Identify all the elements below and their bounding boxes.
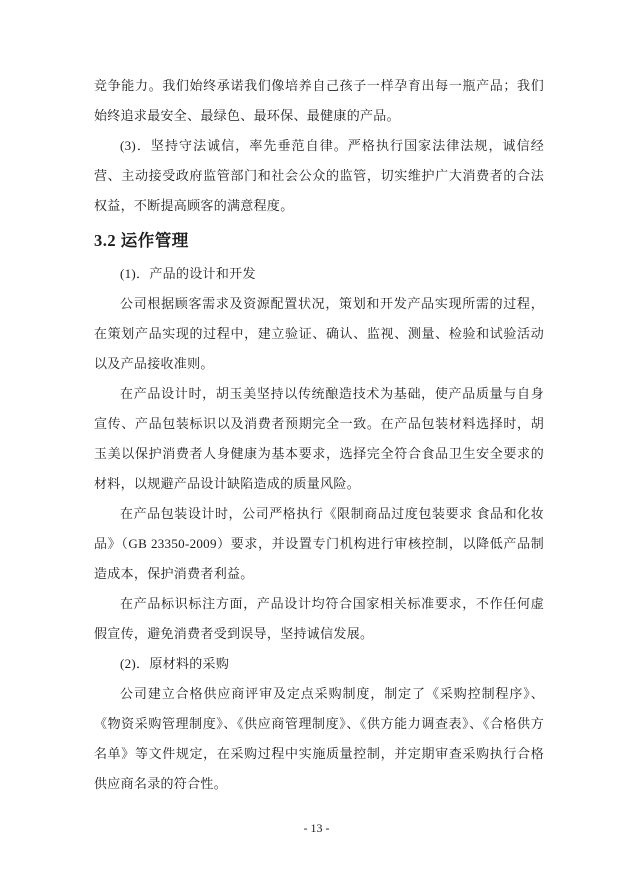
paragraph-design-development: 公司根据顾客需求及资源配置状况，策划和开发产品实现所需的过程，在策划产品实现的过程中，建立验证、确认、监视、测量、检验和试验活动以及产品接收准则。 [94, 296, 544, 371]
section-heading-3-2: 3.2 运作管理 [94, 231, 189, 250]
document-body [94, 71, 544, 799]
paragraph-product-design: 在产品设计时，胡玉美坚持以传统酿造技术为基础，使产品质量与自身宣传、产品包装标识以及消费者预期完全一致。在产品包装材料选择时，胡玉美以保护消费者人身健康为基本要求，选择完全符合食品卫生安全要求的材料，以规避产品设计缺陷造成的质量风险。 [94, 386, 544, 491]
paragraph-item-1: (1)．产品的设计和开发 [120, 266, 256, 281]
paragraph-continuation: 竞争能力。我们始终承诺我们像培养自己孩子一样孕育出每一瓶产品；我们始终追求最安全、最绿色、最环保、最健康的产品。 [94, 78, 544, 123]
paragraph-labeling: 在产品标识标注方面，产品设计均符合国家相关标准要求，不作任何虚假宣传，避免消费者受到误导，坚持诚信发展。 [94, 596, 544, 641]
paragraph-procurement: 公司建立合格供应商评审及定点采购制度，制定了《采购控制程序》、《物资采购管理制度》、《供应商管理制度》、《供方能力调查表》、《合格供方名单》等文件规定，在采购过程中实施质量控制，并定期审查采购执行合格供应商名录的符合性。 [94, 686, 544, 791]
paragraph-packaging-design: 在产品包装设计时，公司严格执行《限制商品过度包装要求 食品和化妆品》（GB 23350-2009）要求，并设置专门机构进行审核控制，以降低产品制造成本，保护消费者利益。 [94, 506, 544, 581]
paragraph-item-3: (3)．坚持守法诚信，率先垂范自律。严格执行国家法律法规，诚信经营、主动接受政府监管部门和社会公众的监管，切实维护广大消费者的合法权益，不断提高顾客的满意程度。 [94, 138, 544, 213]
paragraph-item-2: (2)．原材料的采购 [120, 656, 230, 671]
page-number: - 13 - [303, 821, 330, 835]
